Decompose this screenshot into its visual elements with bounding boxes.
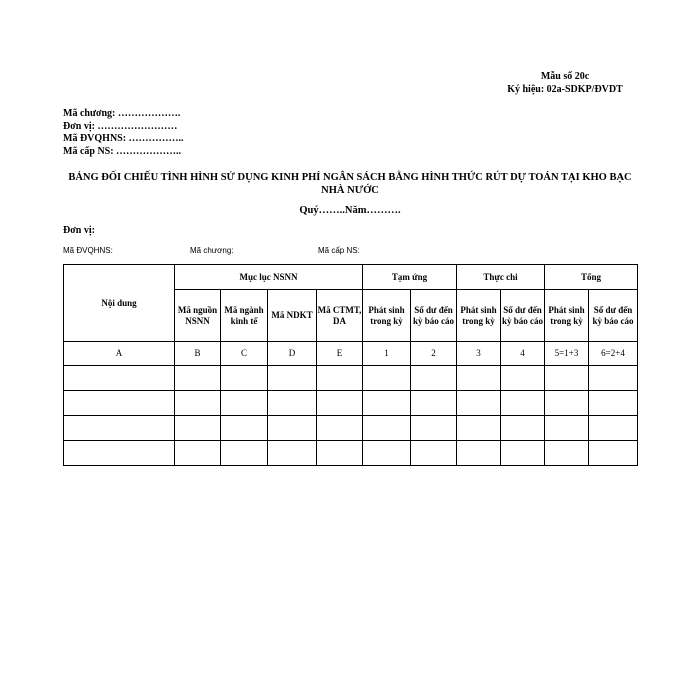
table-cell	[268, 441, 317, 466]
column-index-row	[64, 342, 638, 366]
table-cell	[317, 366, 363, 391]
form-number: Mẫu số 20c	[540, 71, 590, 82]
reconciliation-table	[63, 264, 638, 466]
table-cell	[411, 366, 457, 391]
advance-group-header: Tạm ứng	[363, 265, 457, 290]
chapter-code-line: Mã chương: ……………….	[63, 108, 181, 119]
table-cell	[545, 441, 589, 466]
unit-label: Đơn vị:	[63, 225, 95, 236]
table-cell	[501, 366, 545, 391]
table-cell	[457, 366, 501, 391]
dvqhns-code-label: Mã ĐVQHNS:	[63, 246, 113, 255]
table-cell	[545, 391, 589, 416]
advance-balance-header: Số dư đến kỳ báo cáo	[411, 290, 457, 342]
table-cell	[589, 391, 638, 416]
form-symbol: Ký hiệu: 02a-SDKP/ĐVDT	[507, 84, 623, 95]
dvqhns-code-line: Mã ĐVQHNS: ……………..	[63, 133, 184, 144]
table-cell	[589, 366, 638, 391]
advance-arising-header: Phát sinh trong kỳ	[363, 290, 411, 342]
index-cell: E	[317, 342, 363, 366]
unit-line: Đơn vị: ……………………	[63, 120, 178, 132]
table-cell	[175, 416, 221, 441]
table-cell	[411, 391, 457, 416]
table-cell	[589, 441, 638, 466]
actual-arising-header: Phát sinh trong kỳ	[457, 290, 501, 342]
table-cell	[64, 366, 175, 391]
table-cell	[363, 416, 411, 441]
table-cell	[545, 366, 589, 391]
index-cell: B	[175, 342, 221, 366]
table-cell	[64, 391, 175, 416]
unit-info-block	[63, 108, 184, 158]
table-cell	[317, 416, 363, 441]
ctmt-code-header: Mã CTMT, DA	[317, 290, 363, 342]
index-cell: 5=1+3	[545, 342, 589, 366]
header-row-groups	[64, 265, 638, 290]
table-cell	[64, 441, 175, 466]
table-cell	[175, 441, 221, 466]
table-cell	[268, 416, 317, 441]
table-cell	[317, 441, 363, 466]
table-cell	[501, 391, 545, 416]
index-cell: 6=2+4	[589, 342, 638, 366]
table-cell	[545, 416, 589, 441]
table-row	[64, 416, 638, 441]
table-cell	[363, 391, 411, 416]
table-cell	[457, 416, 501, 441]
table-cell	[363, 366, 411, 391]
nsnn-group-header: Mục lục NSNN	[175, 265, 363, 290]
sector-code-header: Mã ngành kinh tế	[221, 290, 268, 342]
index-cell: C	[221, 342, 268, 366]
form-header	[470, 70, 660, 96]
table-cell	[64, 416, 175, 441]
chapter-code-label: Mã chương:	[190, 246, 234, 255]
ns-level-code-line: Mã cấp NS: ………………..	[63, 145, 182, 157]
table-cell	[411, 441, 457, 466]
total-balance-header: Số dư đến kỳ báo cáo	[589, 290, 638, 342]
report-period: Quý……..Năm……….	[299, 205, 401, 216]
total-arising-header: Phát sinh trong kỳ	[545, 290, 589, 342]
table-row	[64, 366, 638, 391]
table-row	[64, 441, 638, 466]
table-cell	[457, 391, 501, 416]
table-cell	[457, 441, 501, 466]
index-cell: D	[268, 342, 317, 366]
table-cell	[175, 366, 221, 391]
total-group-header: Tổng	[545, 265, 638, 290]
table-cell	[268, 391, 317, 416]
source-code-header: Mã nguồn NSNN	[175, 290, 221, 342]
table-cell	[268, 366, 317, 391]
actual-group-header: Thực chi	[457, 265, 545, 290]
table-cell	[221, 416, 268, 441]
table-cell	[501, 416, 545, 441]
ndkt-code-header: Mã NDKT	[268, 290, 317, 342]
document-title: BẢNG ĐỐI CHIẾU TÌNH HÌNH SỬ DỤNG KINH PHÍ NGÂN SÁCH BẰNG HÌNH THỨC RÚT DỰ TOÁN TẠI KHO BẠC NHÀ NƯỚC	[68, 172, 632, 196]
table-cell	[589, 416, 638, 441]
table-cell	[363, 441, 411, 466]
table-cell	[411, 416, 457, 441]
table-cell	[317, 391, 363, 416]
index-cell: 4	[501, 342, 545, 366]
index-cell: 2	[411, 342, 457, 366]
index-cell: A	[64, 342, 175, 366]
index-cell: 3	[457, 342, 501, 366]
content-header: Nội dung	[64, 265, 175, 342]
table-cell	[501, 441, 545, 466]
table-cell	[221, 366, 268, 391]
table-cell	[221, 391, 268, 416]
index-cell: 1	[363, 342, 411, 366]
actual-balance-header: Số dư đến kỳ báo cáo	[501, 290, 545, 342]
table-row	[64, 391, 638, 416]
table-cell	[175, 391, 221, 416]
table-cell	[221, 441, 268, 466]
ns-level-code-label: Mã cấp NS:	[318, 246, 360, 255]
